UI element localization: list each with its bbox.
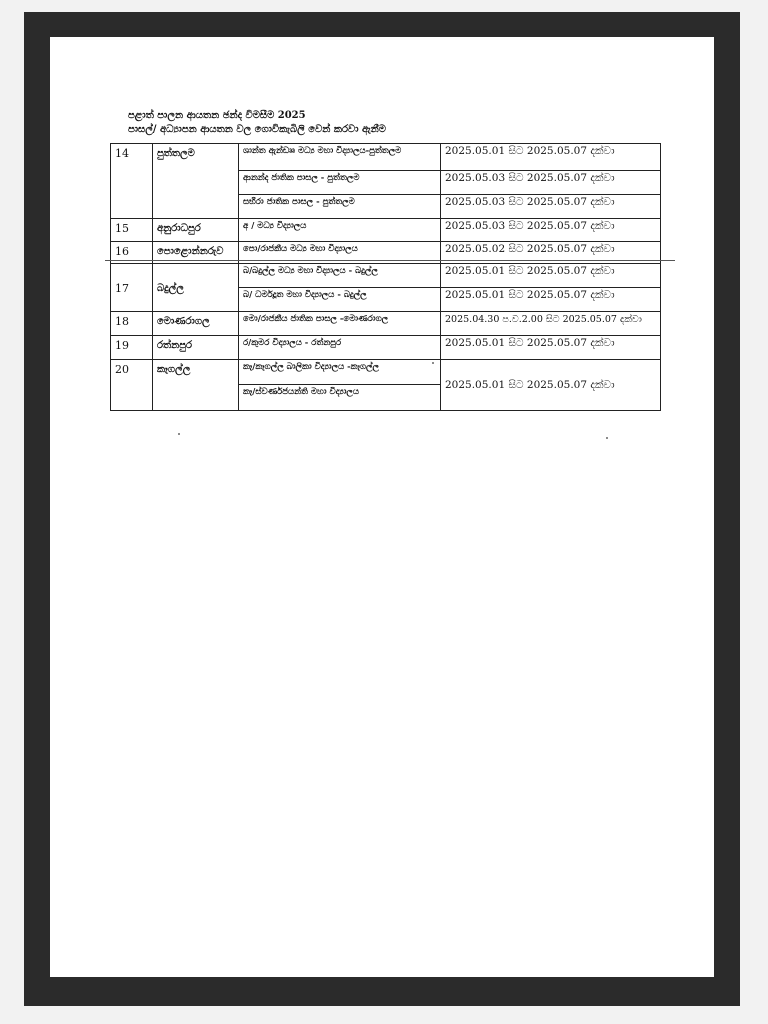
table-row [111,360,661,385]
district-name: රත්නපුර [153,336,239,360]
heading-line-2: පාසල්/ අධ්‍යාපන ආයතන වල ගොවිකැබිලි වෙන් කරවා ඇනීම [128,124,386,135]
row-number: 14 [111,144,153,219]
school-name: ආනන්ද ජාතික පාසල - පුත්තලම [239,171,441,195]
schedule-table [110,143,661,411]
school-name: අ / මධ්‍ය විද්‍යාලය [239,219,441,242]
district-name: කෑගල්ල [153,360,239,411]
district-name: පොළොන්නරුව [153,242,239,264]
heading-line-1: පළාත් පාලන ආයතන ඡන්ද විමසීම 2025 [128,110,306,121]
scan-line-artifact [105,260,675,261]
district-name: පුත්තලම [153,144,239,219]
row-number: 16 [111,242,153,264]
scan-speck [178,433,180,435]
table-row [111,144,661,171]
school-name: බ/බදුල්ල මධ්‍ය මහා විද්‍යාලය - බදුල්ල [239,264,441,288]
date-range: 2025.05.01 සිට 2025.05.07 දක්වා [441,144,661,171]
date-range: 2025.05.01 සිට 2025.05.07 දක්වා [441,288,661,312]
school-name: පො/රාජකීය මධ්‍ය මහා විද්‍යාලය [239,242,441,264]
district-name: අනුරාධපුර [153,219,239,242]
table-row [111,219,661,242]
document-heading [128,109,386,137]
row-number: 20 [111,360,153,411]
district-name: බදුල්ල [153,264,239,312]
school-name: කෑ/ස්වර්ණජයන්ති මහා විද්‍යාලය [239,385,441,411]
scan-speck [432,362,434,364]
table-row [111,336,661,360]
school-name: කෑ/කෑගල්ල බාලිකා විද්‍යාලය -කෑගල්ල [239,360,441,385]
scan-speck [606,437,608,439]
school-name: මො/රාජකීය ජාතික පාසල -මොණරාගල [239,312,441,336]
table-row [111,312,661,336]
school-name: ර/කුමර විද්‍යාලය - රත්නපුර [239,336,441,360]
document-frame [24,12,740,1006]
row-number: 18 [111,312,153,336]
school-name: ශාන්ත ඇන්ඩ්‍රූ මධ්‍ය මහා විද්‍යාලය-පුත්තලම [239,144,441,171]
date-range: 2025.05.02 සිට 2025.05.07 දක්වා [441,242,661,264]
date-range: 2025.05.03 සිට 2025.05.07 දක්වා [441,195,661,219]
document-page [50,37,714,977]
school-name: සභීරා ජාතික පාසල - පුත්තලම [239,195,441,219]
table-row [111,264,661,288]
date-range: 2025.05.01 සිට 2025.05.07 දක්වා [441,264,661,288]
date-range: 2025.05.01 සිට 2025.05.07 දක්වා [441,360,661,411]
row-number: 19 [111,336,153,360]
date-range: 2025.04.30 ප.ව.2.00 සිට 2025.05.07 දක්වා [441,312,661,336]
district-name: මොණරාගල [153,312,239,336]
row-number: 15 [111,219,153,242]
date-range: 2025.05.01 සිට 2025.05.07 දක්වා [441,336,661,360]
row-number: 17 [111,264,153,312]
date-range: 2025.05.03 සිට 2025.05.07 දක්වා [441,219,661,242]
date-range: 2025.05.03 සිට 2025.05.07 දක්වා [441,171,661,195]
school-name: බ/ ධර්මදූත මහා විද්‍යාලය - බදුල්ල [239,288,441,312]
